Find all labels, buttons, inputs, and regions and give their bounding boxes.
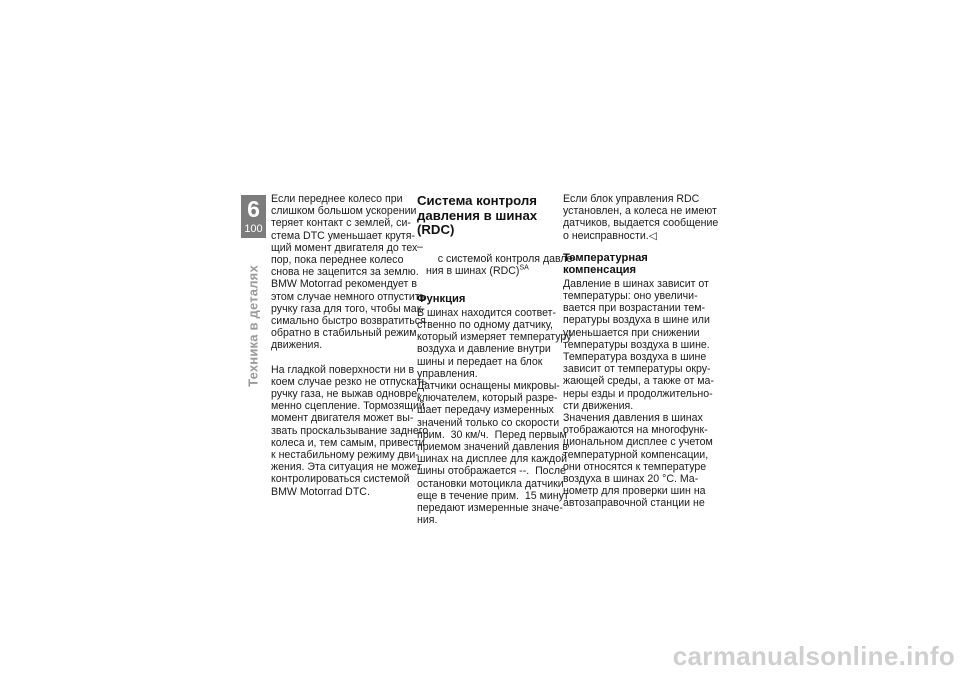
text-column-3 bbox=[563, 193, 719, 510]
chapter-tab bbox=[241, 195, 266, 238]
paragraph-dtc-smooth-surface: На гладкой поверхности ни в коем случае резко не отпускать ручку газа, не выжав одновре- менно сцепление. Тормозящий момент двигателя может вы- звать проскальзывание заднего колеса и, тем самым, привести к нестабильному режиму дви- жения. Эта ситуация не может контролироваться системой BMW Motorrad DTC. bbox=[271, 363, 429, 498]
subheading-temperature-compensation: Температурная компенсация bbox=[563, 251, 648, 277]
chapter-title-vertical: Техника в деталях bbox=[245, 265, 261, 387]
watermark: carmanualsonline.info bbox=[672, 641, 955, 671]
paragraph-rdc-error: Если блок управления RDC установлен, а колеса не имеют датчиков, выдается сообщение о неисправности.◁ bbox=[563, 193, 719, 242]
paragraph-rdc-function: В шинах находится соответ- ственно по одному датчику, который измеряет температуру воздуха и давление внутри шины и передает на блок управления. Датчики оснащены микровы- ключателем, который разре- шает передачу измеренных значений только со скорости прим. 30 км/ч. Перед первым приемом значений давления в шинах на дисплее для каждой шины отображается --. После остановки мотоцикла датчики еще в течение прим. 15 минут передают измеренные значе- ния. bbox=[417, 306, 572, 527]
page-number: 100 bbox=[244, 223, 263, 235]
list-dash: – bbox=[417, 240, 423, 253]
section-heading-rdc: Система контроля давления в шинах (RDC) bbox=[417, 193, 538, 237]
list-item-text: с системой контроля давле- ния в шинах (RDC) bbox=[426, 252, 577, 277]
list-item-rdc-option bbox=[417, 240, 577, 290]
subheading-function: Функция bbox=[417, 293, 466, 306]
text-column-1 bbox=[271, 193, 429, 498]
chapter-number: 6 bbox=[247, 196, 260, 222]
paragraph-temperature-compensation: Давление в шинах зависит от температуры: оно увеличи- вается при возрастании тем- пературы воздуха в шине или уменьшается при снижении температуры воздуха в шине. Температура воздуха в шине зависит от температуры окру- жающей среды, а также от ма- неры езды и продолжительно- сти движения. Значения давления в шинах отображаются на многофунк- циональном дисплее с учетом температурной компенсации, они относятся к температуре воздуха в шинах 20 °C. Ма- нометр для проверки шин на автозаправочной станции не bbox=[563, 277, 714, 510]
option-badge-sa: SA bbox=[519, 264, 529, 272]
text-column-2 bbox=[417, 193, 577, 527]
paragraph-dtc-acceleration: Если переднее колесо при слишком большом ускорении теряет контакт с землей, си- стема DTC уменьшает крутя- щий момент двигателя до тех пор, пока переднее колесо снова не зацепится за землю. BMW Motorrad рекомендует в этом случае немного отпустить ручку газа для того, чтобы мак- симально быстро возвратиться обратно в стабильный режим движения. bbox=[271, 193, 426, 352]
